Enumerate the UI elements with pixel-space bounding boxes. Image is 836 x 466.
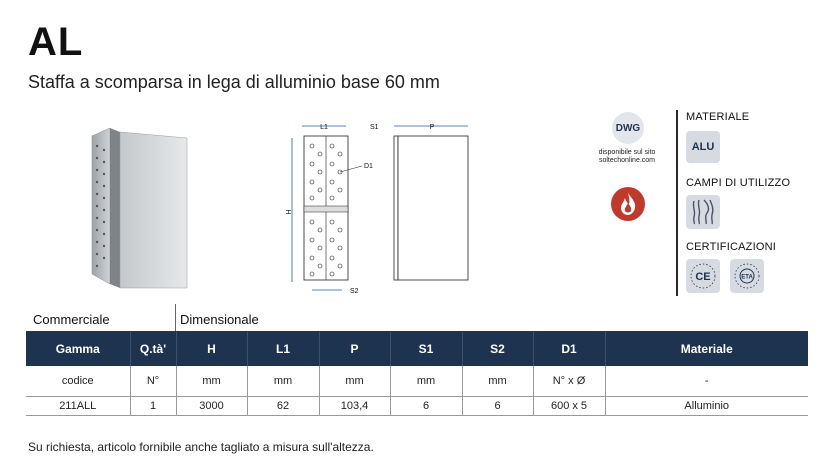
col-header: Q.tà' — [130, 332, 176, 366]
unit-cell: mm — [319, 366, 390, 397]
ce-mark-icon — [686, 259, 720, 293]
label-h: H — [286, 209, 293, 215]
cell-l1: 62 — [247, 397, 319, 416]
page-title: AL — [28, 20, 84, 64]
table-row — [26, 397, 808, 416]
col-header: P — [319, 332, 390, 366]
section-dimensionale: Dimensionale — [180, 312, 259, 327]
cell-materiale: Alluminio — [605, 397, 808, 416]
svg-text:ETA: ETA — [741, 274, 753, 281]
material-badge: ALU — [686, 131, 720, 163]
section-commerciale: Commerciale — [33, 312, 110, 327]
unit-cell: N° x Ø — [533, 366, 605, 397]
unit-cell: - — [605, 366, 808, 397]
unit-cell: mm — [247, 366, 319, 397]
unit-cell: mm — [462, 366, 533, 397]
table-header-row — [26, 332, 808, 366]
dwg-availability-text: disponibile sul sito soltechonline.com — [598, 149, 656, 164]
spec-table — [26, 332, 808, 416]
fire-resistance-icon — [610, 186, 646, 222]
unit-cell: mm — [390, 366, 462, 397]
unit-cell: N° — [130, 366, 176, 397]
section-separator — [175, 304, 176, 332]
col-header: S2 — [462, 332, 533, 366]
footnote: Su richiesta, articolo fornibile anche tagliato a misura sull'altezza. — [28, 440, 374, 454]
page-subtitle: Staffa a scomparsa in lega di alluminio base 60 mm — [28, 72, 440, 92]
label-s1: S1 — [370, 124, 379, 131]
cell-s2: 6 — [462, 397, 533, 416]
cell-p: 103,4 — [319, 397, 390, 416]
drawing-side-view — [364, 120, 474, 298]
cell-h: 3000 — [176, 397, 247, 416]
col-header: D1 — [533, 332, 605, 366]
col-header: Gamma — [26, 332, 130, 366]
label-d1: D1 — [364, 163, 373, 170]
label-p: P — [429, 124, 435, 131]
cell-qta: 1 — [130, 397, 176, 416]
label-s2: S2 — [350, 288, 359, 295]
materiale-label: MATERIALE — [686, 111, 750, 123]
unit-cell: mm — [176, 366, 247, 397]
dwg-download-icon[interactable]: DWG — [612, 112, 644, 144]
wood-icon — [686, 195, 720, 229]
col-header: H — [176, 332, 247, 366]
col-header: S1 — [390, 332, 462, 366]
cell-gamma: 211ALL — [26, 397, 130, 416]
unit-cell: codice — [26, 366, 130, 397]
product-image — [82, 124, 192, 290]
units-row — [26, 366, 808, 397]
cell-s1: 6 — [390, 397, 462, 416]
info-divider — [676, 110, 678, 296]
col-header: L1 — [247, 332, 319, 366]
col-header: Materiale — [605, 332, 808, 366]
cert-label: CERTIFICAZIONI — [686, 241, 776, 253]
campi-label: CAMPI DI UTILIZZO — [686, 177, 791, 189]
label-l1: L1 — [320, 124, 328, 131]
eta-mark-icon — [730, 259, 764, 293]
cell-d1: 600 x 5 — [533, 397, 605, 416]
svg-text:CE: CE — [695, 271, 711, 283]
